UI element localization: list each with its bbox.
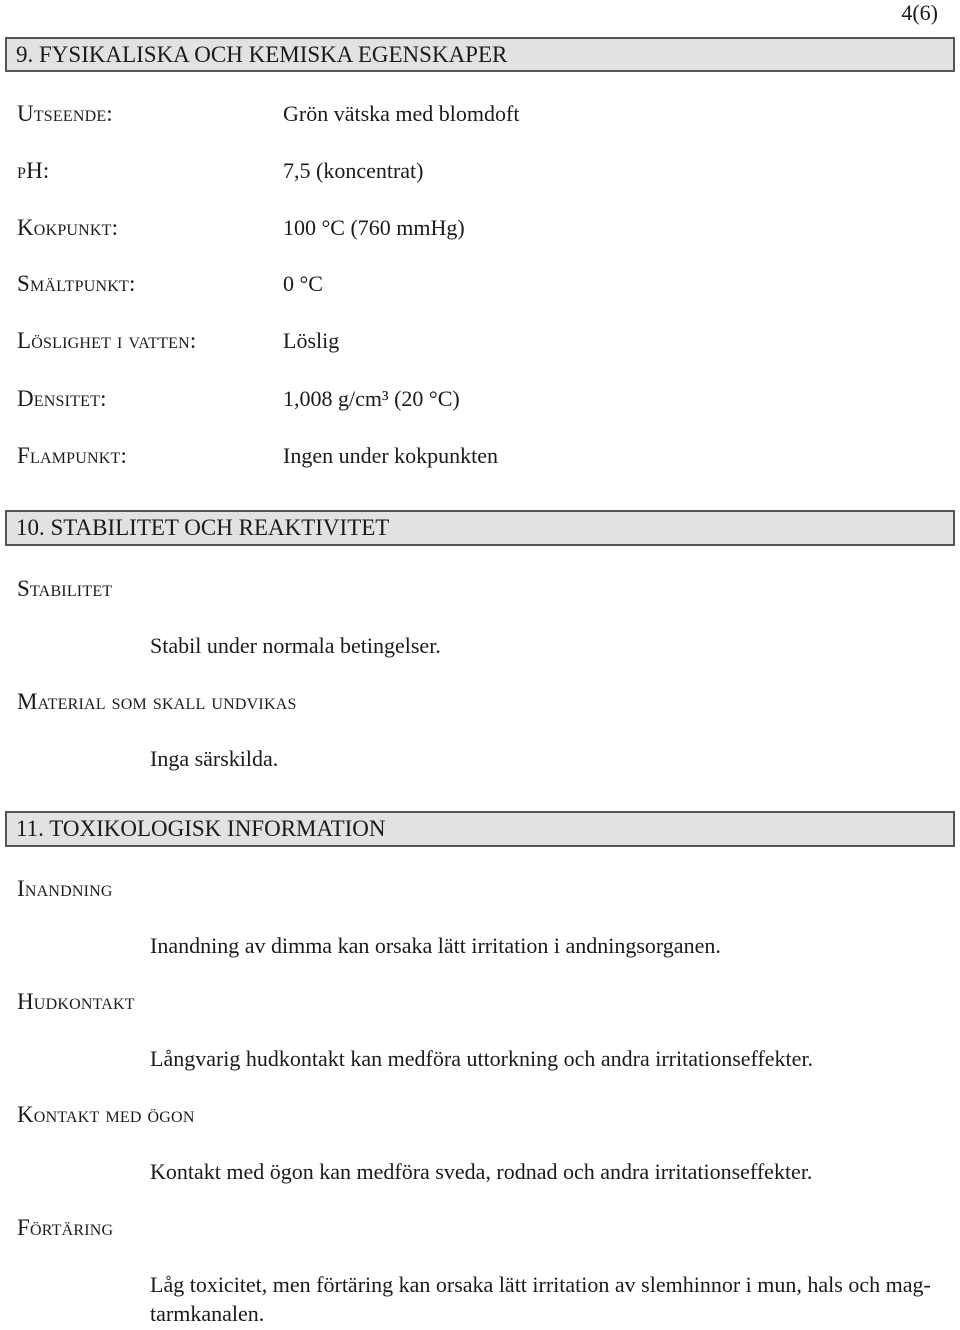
text-material: Inga särskilda. — [150, 746, 279, 771]
subheading-material: Material som skall undvikas — [17, 689, 297, 714]
property-label-loslighet: Löslighet i vatten: — [17, 328, 197, 353]
section-11-title: 11. TOXIKOLOGISK INFORMATION — [16, 816, 386, 841]
section-9-header — [5, 37, 955, 72]
property-label-smaltpunkt: Smältpunkt: — [17, 271, 136, 296]
section-11-header — [5, 811, 955, 847]
property-value-smaltpunkt: 0 °C — [283, 271, 323, 296]
property-value-ph: 7,5 (koncentrat) — [283, 158, 424, 183]
subheading-inandning: Inandning — [17, 876, 113, 901]
property-label-kokpunkt: Kokpunkt: — [17, 215, 119, 240]
text-hudkontakt: Långvarig hudkontakt kan medföra uttorkning och andra irritationseffekter. — [150, 1046, 814, 1071]
text-kontakt-med-ogon: Kontakt med ögon kan medföra sveda, rodnad och andra irritationseffekter. — [150, 1159, 813, 1184]
subheading-fortaring: Förtäring — [17, 1215, 114, 1240]
property-label-densitet: Densitet: — [17, 386, 107, 411]
text-fortaring: Låg toxicitet, men förtäring kan orsaka lätt irritation av slemhinnor i mun, hals och mag-tarmkanalen. — [150, 1272, 931, 1326]
property-value-loslighet: Löslig — [283, 328, 340, 353]
property-label-ph: pH: — [17, 158, 50, 183]
property-value-flampunkt: Ingen under kokpunkten — [283, 443, 499, 468]
subheading-stabilitet: Stabilitet — [17, 576, 113, 601]
page-number: 4(6) — [901, 0, 938, 25]
section-9-title: 9. FYSIKALISKA OCH KEMISKA EGENSKAPER — [16, 41, 508, 67]
section-10-title: 10. STABILITET OCH REAKTIVITET — [16, 515, 390, 540]
section-10-header — [5, 510, 955, 546]
property-value-kokpunkt: 100 °C (760 mmHg) — [283, 215, 465, 240]
text-inandning: Inandning av dimma kan orsaka lätt irritation i andningsorganen. — [150, 933, 721, 958]
subheading-hudkontakt: Hudkontakt — [17, 989, 135, 1014]
subheading-kontakt-med-ogon: Kontakt med ögon — [17, 1102, 195, 1127]
property-value-densitet: 1,008 g/cm³ (20 °C) — [283, 386, 460, 411]
property-label-flampunkt: Flampunkt: — [17, 443, 128, 468]
property-value-utseende: Grön vätska med blomdoft — [283, 101, 520, 126]
text-stabilitet: Stabil under normala betingelser. — [150, 633, 441, 658]
property-label-utseende: Utseende: — [17, 101, 113, 126]
